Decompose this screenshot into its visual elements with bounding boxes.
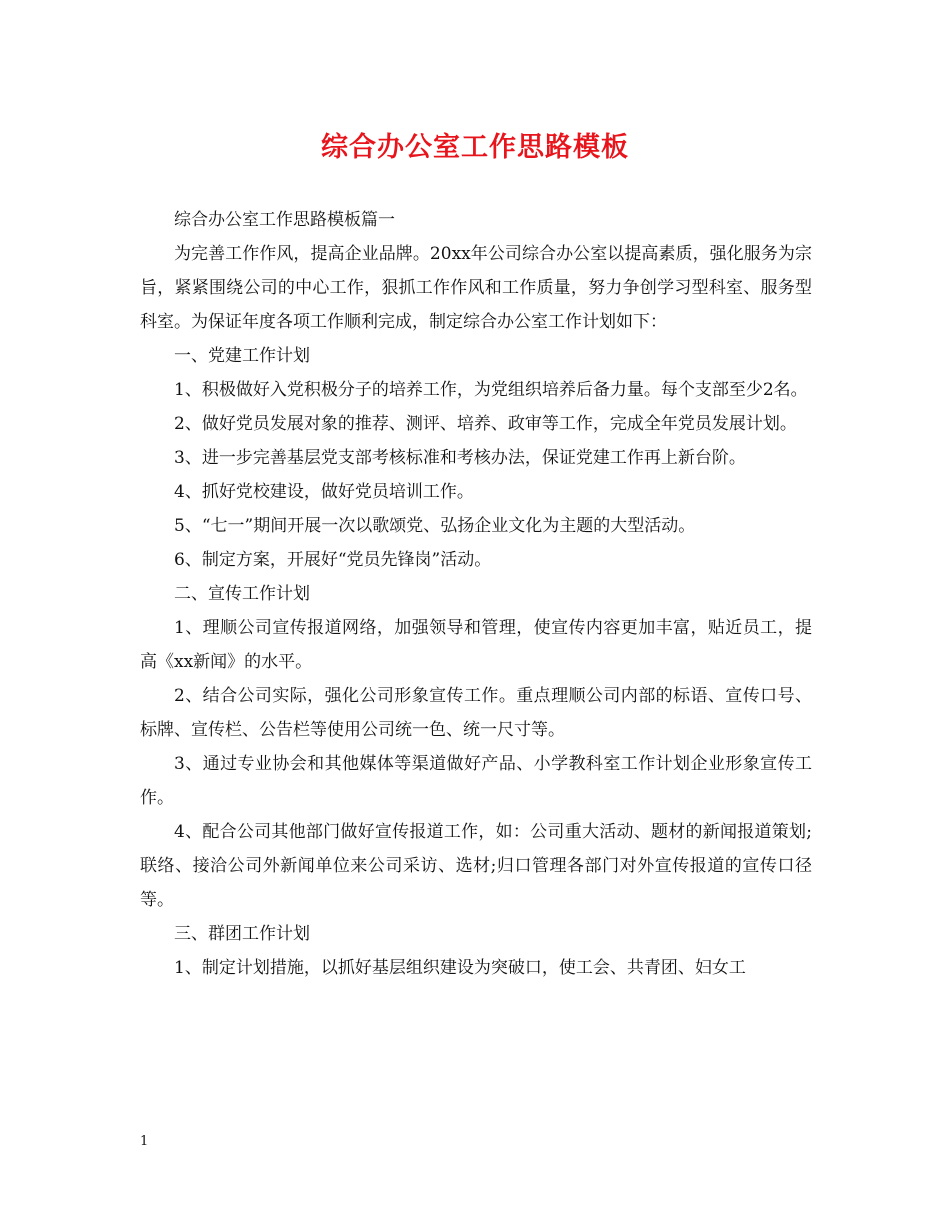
list-item: 3、通过专业协会和其他媒体等渠道做好产品、小学教科室工作计划企业形象宣传工作。 (140, 754, 812, 808)
list-item: 5、“七一”期间开展一次以歌颂党、弘扬企业文化为主题的大型活动。 (174, 516, 696, 536)
document-title: 综合办公室工作思路模板 (321, 132, 629, 163)
list-item: 2、结合公司实际，强化公司形象宣传工作。重点理顺公司内部的标语、宣传口号、标牌、宣传栏、公告栏等使用公司统一色、统一尺寸等。 (140, 686, 812, 740)
page-number: 1 (140, 1134, 149, 1149)
intro-paragraph: 为完善工作作风，提高企业品牌。20xx年公司综合办公室以提高素质，强化服务为宗旨，紧紧围绕公司的中心工作，狠抓工作作风和工作质量，努力争创学习型科室、服务型科室。为保证年度各项工作顺利完成，制定综合办公室工作计划如下： (140, 244, 812, 332)
list-item: 1、制定计划措施，以抓好基层组织建设为突破口，使工会、共青团、妇女工 (174, 958, 746, 978)
document-body (140, 203, 812, 985)
section-heading: 三、群团工作计划 (174, 924, 310, 944)
list-item: 1、积极做好入党积极分子的培养工作，为党组织培养后备力量。每个支部至少2名。 (174, 380, 808, 400)
section-heading: 综合办公室工作思路模板篇一 (174, 210, 395, 230)
section-heading: 一、党建工作计划 (174, 346, 310, 366)
list-item: 4、配合公司其他部门做好宣传报道工作，如：公司重大活动、题材的新闻报道策划;联络、接洽公司外新闻单位来公司采访、选材;归口管理各部门对外宣传报道的宣传口径等。 (140, 822, 812, 910)
section-heading: 二、宣传工作计划 (174, 584, 310, 604)
list-item: 1、理顺公司宣传报道网络，加强领导和管理，使宣传内容更加丰富，贴近员工，提高《xx新闻》的水平。 (140, 618, 812, 672)
list-item: 4、抓好党校建设，做好党员培训工作。 (174, 482, 474, 502)
list-item: 6、制定方案，开展好“党员先锋岗”活动。 (174, 550, 492, 570)
list-item: 2、做好党员发展对象的推荐、测评、培养、政审等工作，完成全年党员发展计划。 (174, 414, 797, 434)
list-item: 3、进一步完善基层党支部考核标准和考核办法，保证党建工作再上新台阶。 (174, 448, 746, 468)
